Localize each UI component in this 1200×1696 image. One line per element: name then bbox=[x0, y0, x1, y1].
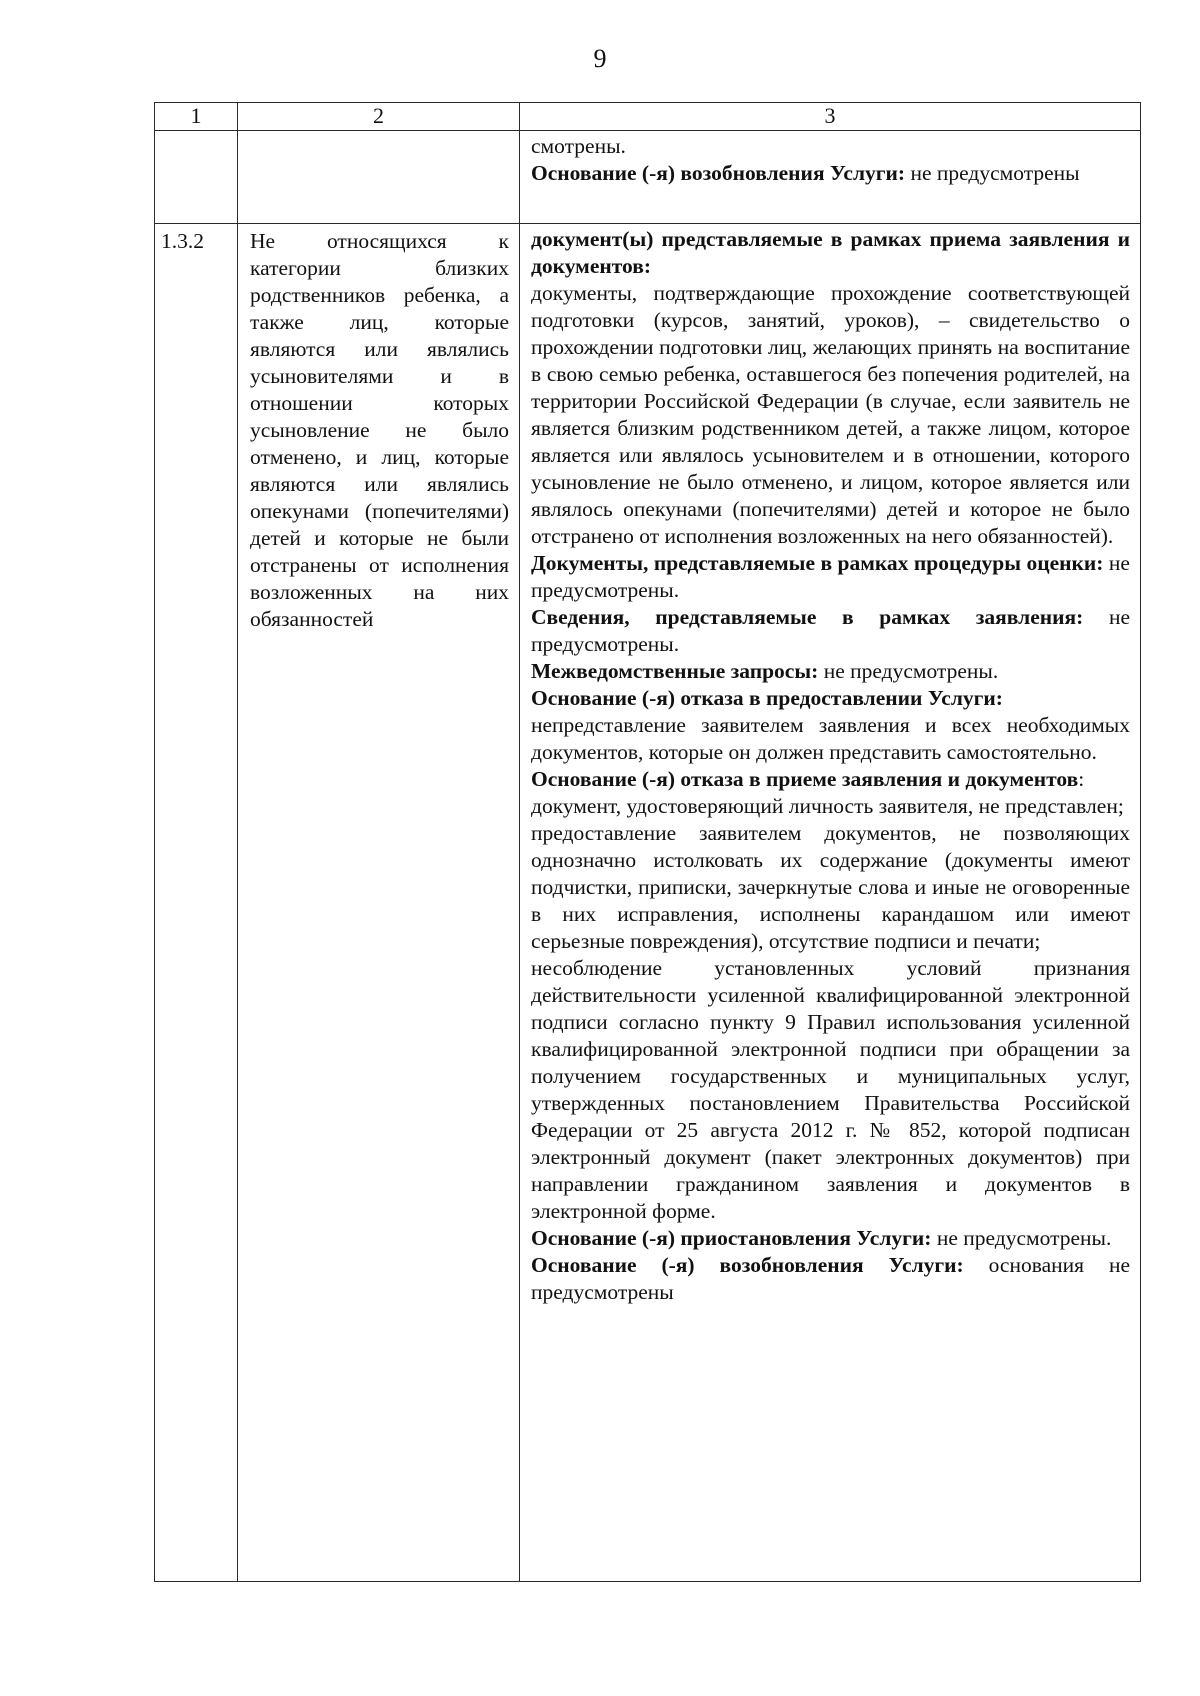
paragraph-heading: Основание (-я) возобновления Услуги: bbox=[531, 161, 906, 185]
row-description-cell bbox=[238, 131, 520, 224]
paragraph-text: основания не предусмотрены bbox=[531, 1253, 1131, 1304]
page-number: 9 bbox=[593, 44, 607, 73]
column-header-1: 1 bbox=[155, 103, 238, 131]
table-row-1-3-2 bbox=[155, 224, 1141, 1582]
row-description-cell: Не относящихся к категории близких родственников ребенка, а также лиц, которые являются или являлись усыновителями и в отношении которых усыновление не было отменено, и лиц, которые являются или являлись опекунами (попечителями) детей и которые не были отстранены от исполнения возложенных на них обязанностей bbox=[238, 224, 520, 1582]
paragraph-heading: Основание (-я) отказа в приеме заявления и документов bbox=[531, 767, 1079, 791]
content-paragraph bbox=[531, 550, 1130, 604]
paragraph-heading: документ(ы) представляемые в рамках приема заявления и документов: bbox=[531, 227, 1130, 278]
row-content-cell bbox=[520, 224, 1141, 1582]
content-paragraph bbox=[531, 133, 1130, 160]
content-paragraph bbox=[531, 793, 1130, 820]
table-row-continuation bbox=[155, 131, 1141, 224]
paragraph-text: не предусмотрены bbox=[905, 161, 1080, 185]
paragraph-text: предоставление заявителем документов, не позволяющих однозначно истолковать их содержание (документы имеют подчистки, приписки, зачеркнутые слова и иные не оговоренные в них исправления, исполнены карандашом или имеют серьезные повреждения), отсутствие подписи и печати; bbox=[531, 821, 1130, 953]
content-paragraph bbox=[531, 955, 1130, 1225]
content-paragraph bbox=[531, 280, 1130, 550]
paragraph-heading: Межведомственные запросы: bbox=[531, 659, 819, 683]
paragraph-text: непредставление заявителем заявления и всех необходимых документов, которые он должен представить самостоятельно. bbox=[531, 713, 1130, 764]
column-header-2: 2 bbox=[238, 103, 520, 131]
content-paragraph bbox=[531, 685, 1130, 712]
paragraph-heading: Основание (-я) отказа в предоставлении Услуги: bbox=[531, 686, 1003, 710]
content-paragraph bbox=[531, 766, 1130, 793]
content-paragraph bbox=[531, 1225, 1130, 1252]
paragraph-heading: Документы, представляемые в рамках процедуры оценки: bbox=[531, 551, 1104, 575]
paragraph-text: : bbox=[1078, 767, 1085, 791]
paragraph-text: не предусмотрены. bbox=[531, 551, 1130, 602]
column-header-3: 3 bbox=[520, 103, 1141, 131]
service-table bbox=[154, 102, 1141, 1582]
row-number-cell: 1.3.2 bbox=[155, 224, 238, 1582]
paragraph-heading: Основание (-я) приостановления Услуги: bbox=[531, 1226, 932, 1250]
paragraph-heading: Основание (-я) возобновления Услуги: bbox=[531, 1253, 964, 1277]
content-paragraph bbox=[531, 226, 1130, 280]
row-content-cell bbox=[520, 131, 1141, 224]
content-paragraph bbox=[531, 1252, 1130, 1306]
paragraph-text: документы, подтверждающие прохождение соответствующей подготовки (курсов, занятий, уроков), – свидетельство о прохождении подготовки лиц, желающих принять на воспитание в свою семью ребенка, оставшегося без попечения родителей, на территории Российской Федерации (в случае, если заявитель не является близким родственником детей, а также лицом, которое является или являлось усыновителем и в отношении, которого усыновление не было отменено, и лицом, которое является или являлось опекунами (попечителями) детей и которое не было отстранено от исполнения возложенных на него обязанностей). bbox=[531, 281, 1130, 548]
content-paragraph bbox=[531, 160, 1130, 187]
content-paragraph bbox=[531, 658, 1130, 685]
content-paragraph bbox=[531, 820, 1130, 955]
paragraph-text: не предусмотрены. bbox=[531, 605, 1130, 656]
paragraph-text: не предусмотрены. bbox=[931, 1226, 1112, 1250]
content-paragraph bbox=[531, 604, 1130, 658]
paragraph-text: несоблюдение установленных условий признания действительности усиленной квалифицированной электронной подписи согласно пункту 9 Правил использования усиленной квалифицированной электронной подписи при обращении за получением государственных и муниципальных услуг, утвержденных постановлением Правительства Российской Федерации от 25 августа 2012 г. № 852, которой подписан электронный документ (пакет электронных документов) при направлении гражданином заявления и документов в электронной форме. bbox=[531, 956, 1130, 1223]
paragraph-heading: Сведения, представляемые в рамках заявления: bbox=[531, 605, 1084, 629]
paragraph-text: документ, удостоверяющий личность заявителя, не представлен; bbox=[531, 794, 1124, 818]
content-paragraph bbox=[531, 712, 1130, 766]
paragraph-text: не предусмотрены. bbox=[818, 659, 999, 683]
row-number-cell bbox=[155, 131, 238, 224]
paragraph-text: смотрены. bbox=[531, 134, 626, 158]
table-header-row bbox=[155, 103, 1141, 131]
